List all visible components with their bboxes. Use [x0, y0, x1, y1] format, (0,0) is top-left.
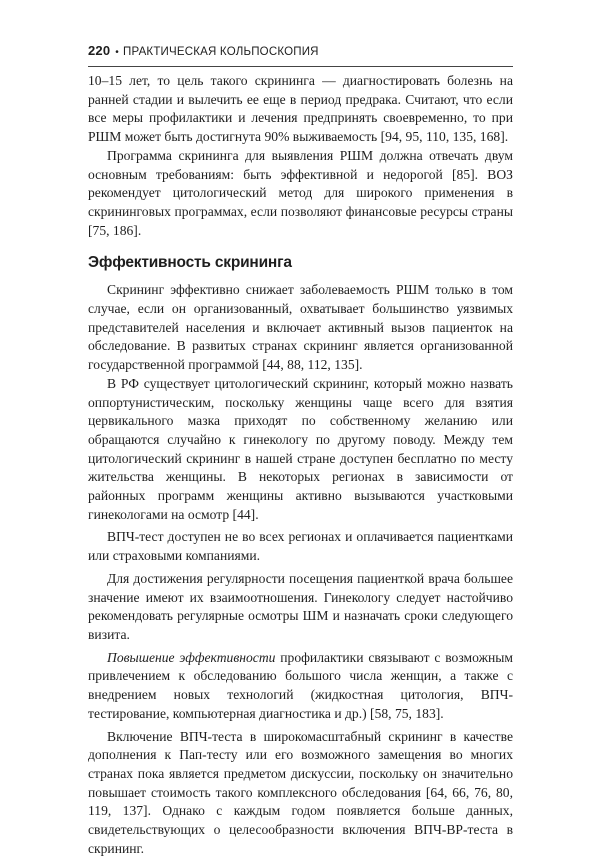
emphasis-text: Повышение эффективности — [107, 650, 275, 665]
book-title: ПРАКТИЧЕСКАЯ КОЛЬПОСКОПИЯ — [123, 46, 319, 58]
paragraph-hpv-test-inclusion: Включение ВПЧ-теста в широкомасштабный скрининг в качестве дополнения к Пап-тесту или его возможного замещения во многих странах пока является предметом дискуссии, поскольку он значительно повышает стоимость такого комплексного обследования [64, 66, 76, 80, 119, 137]. Однако с каждым годом появляется больше данных, свидетельствующих о целесообразности включения ВПЧ-ВР-теста в скрининг. — [88, 728, 513, 858]
paragraph-russia-screening: В РФ существует цитологический скрининг, который можно назвать оппортунистическим, поскольку женщины чаще всего для взятия цервикального мазка приходят по собственному желанию или обращаются случайно к гинекологу по другому поводу. Между тем цитологический скрининг в нашей стране доступен бесплатно по месту жительства женщины. В некоторых регионах в зависимости от районных программ женщины активно вызываются участковыми гинекологами на осмотр [44]. — [88, 375, 513, 525]
paragraph-visit-regularity: Для достижения регулярности посещения пациенткой врача большее значение имеют их взаимоотношения. Гинекологу следует настойчиво рекомендовать регулярные осмотры ШМ и назначать сроки следующего визита. — [88, 570, 513, 645]
paragraph-screening-program: Программа скрининга для выявления РШМ должна отвечать двум основным требованиям: быть эффективной и недорогой [85]. ВОЗ рекомендует цитологический метод для широкого применения в скрининговых программах, если позволяют финансовые ресурсы страны [75, 186]. — [88, 147, 513, 241]
paragraph-hpv-test-availability: ВПЧ-тест доступен не во всех регионах и оплачивается пациентками или страховыми компаниями. — [88, 528, 513, 565]
paragraph-screening-effectiveness: Скрининг эффективно снижает заболеваемость РШМ только в том случае, если он организованный, охватывает большинство уязвимых представителей населения и включает активный вызов пациенток на обследование. В развитых странах скрининг является организованной государственной программой [44, 88, 112, 135]. — [88, 281, 513, 375]
page-number: 220 — [88, 43, 110, 58]
header-rule — [88, 66, 513, 67]
running-head — [88, 43, 513, 61]
body-text — [88, 72, 513, 858]
paragraph-improving-effectiveness — [88, 649, 513, 724]
paragraph-text: профилактики связывают с возможным привлечением к обследованию большого числа женщин, а также с внедрением новых технологий (жидкостная цитология, ВПЧ-тестирование, компьютерная диагностика и др.) [58, 75, 183]. — [88, 650, 513, 721]
section-heading: Эффективность скрининга — [88, 253, 513, 273]
paragraph-continuation: 10–15 лет, то цель такого скрининга — диагностировать болезнь на ранней стадии и вылечить ее еще в период предрака. Считают, что если все меры профилактики и лечения предпринять своевременно, то при РШМ может быть достигнута 90% выживаемость [94, 95, 110, 135, 168]. — [88, 72, 513, 147]
bullet-separator: • — [115, 47, 119, 58]
